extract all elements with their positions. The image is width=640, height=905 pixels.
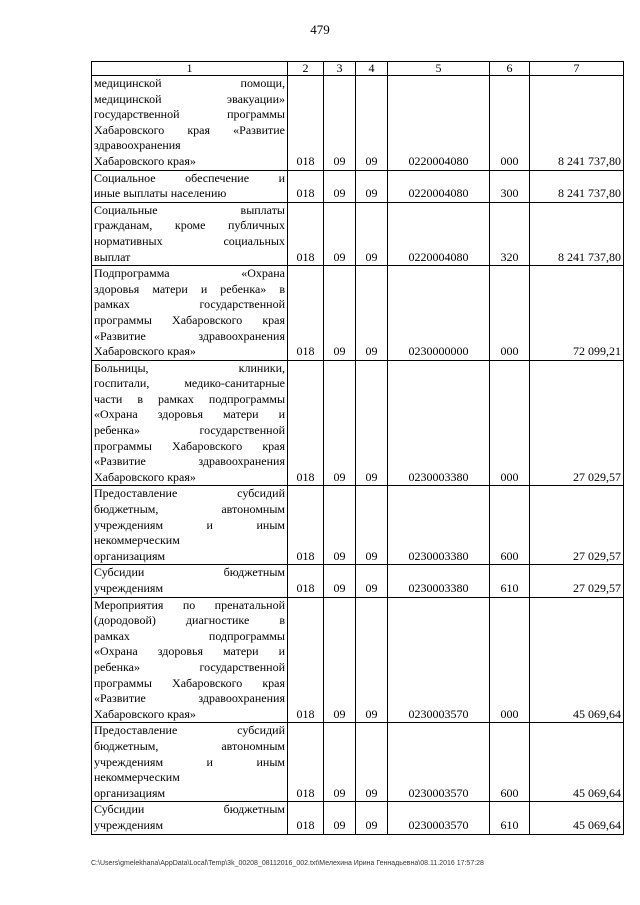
amount-cell: 27 029,57 [530,565,624,597]
section-cell: 09 [324,76,356,171]
row-name-line: учреждениям [94,581,164,595]
expense-type-cell: 600 [490,486,530,565]
target-article-cell: 0220004080 [388,170,490,202]
subsection-cell: 09 [356,486,388,565]
row-name-line: «Развитие здравоохранения [94,691,285,706]
amount-cell: 45 069,64 [530,723,624,802]
row-name-line: Субсидии бюджетным [94,802,285,817]
code-gr-cell: 018 [288,565,324,597]
expense-type-cell: 320 [490,202,530,265]
subsection-cell: 09 [356,723,388,802]
code-gr-cell: 018 [288,802,324,834]
amount-cell: 45 069,64 [530,802,624,834]
target-article-cell: 0230000000 [388,266,490,361]
page-number: 479 [310,22,330,37]
subsection-cell: 09 [356,802,388,834]
section-cell: 09 [324,202,356,265]
table-row [92,266,624,361]
row-name-line: нормативных социальных [94,233,285,248]
row-name-line: части в рамках подпрограммы [94,391,285,406]
expense-type-cell: 610 [490,565,530,597]
header-col-3: 3 [324,62,356,76]
header-col-5: 5 [388,62,490,76]
row-name-cell [92,360,288,486]
expense-type-cell: 000 [490,360,530,486]
row-name-line: Хабаровского края «Развитие [94,122,285,137]
code-gr-cell: 018 [288,360,324,486]
row-name-line: программы Хабаровского края [94,312,285,327]
row-name-cell [92,76,288,171]
target-article-cell: 0230003380 [388,486,490,565]
amount-cell: 45 069,64 [530,597,624,723]
code-gr-cell: 018 [288,597,324,723]
row-name-line: государственной программы [94,107,285,122]
footer-file-path: C:\Users\gmelekhana\AppData\Local\Temp\3k_00208_08112016_002.txt\Мелехина Ирина Геннадьевна\08.11.2016 17:57:28 [91,860,484,867]
section-cell: 09 [324,170,356,202]
header-col-2: 2 [288,62,324,76]
code-gr-cell: 018 [288,486,324,565]
row-name-line: учреждениям и иным [94,517,285,532]
row-name-line: (дородовой) диагностике в [94,613,285,628]
row-name-line: Хабаровского края» [94,344,196,359]
row-name-cell [92,597,288,723]
row-name-line: Хабаровского края» [94,706,196,721]
table-row [92,202,624,265]
header-col-6: 6 [490,62,530,76]
subsection-cell: 09 [356,76,388,171]
row-name-line: учреждениям и иным [94,754,285,769]
row-name-line: Предоставление субсидий [94,723,285,738]
subsection-cell: 09 [356,597,388,723]
subsection-cell: 09 [356,170,388,202]
table-row [92,360,624,486]
amount-cell: 8 241 737,80 [530,76,624,171]
row-name-line: Хабаровского края» [94,153,196,168]
row-name-cell [92,486,288,565]
amount-cell: 72 099,21 [530,266,624,361]
budget-table [91,61,624,835]
table-row [92,723,624,802]
table-row [92,565,624,597]
row-name-cell [92,565,288,597]
code-gr-cell: 018 [288,170,324,202]
row-name-line: «Охрана здоровья матери и [94,644,285,659]
row-name-line: некоммерческим [94,770,180,785]
table-row [92,170,624,202]
header-row [92,62,624,76]
row-name-line: организациям [94,548,166,563]
target-article-cell: 0230003380 [388,565,490,597]
row-name-line: Предоставление субсидий [94,486,285,501]
row-name-line: рамках государственной [94,297,285,312]
header-col-7: 7 [530,62,624,76]
row-name-line: учреждениям [94,817,164,832]
expense-type-cell: 000 [490,266,530,361]
row-name-line: некоммерческим [94,533,180,548]
section-cell: 09 [324,266,356,361]
header-col-1: 1 [92,62,288,76]
target-article-cell: 0230003570 [388,723,490,802]
target-article-cell: 0230003570 [388,597,490,723]
row-name-line: Социальные выплаты [94,202,285,217]
target-article-cell: 0220004080 [388,202,490,265]
expense-type-cell: 000 [490,76,530,171]
row-name-cell [92,170,288,202]
row-name-line: «Развитие здравоохранения [94,454,285,469]
target-article-cell: 0220004080 [388,76,490,171]
row-name-line: программы Хабаровского края [94,438,285,453]
section-cell: 09 [324,486,356,565]
row-name-line: здравоохранения [94,138,181,153]
subsection-cell: 09 [356,360,388,486]
row-name-line: иные выплаты населению [94,186,227,201]
subsection-cell: 09 [356,565,388,597]
amount-cell: 8 241 737,80 [530,170,624,202]
row-name-line: Субсидии бюджетным [94,565,285,580]
subsection-cell: 09 [356,266,388,361]
amount-cell: 8 241 737,80 [530,202,624,265]
expense-type-cell: 600 [490,723,530,802]
section-cell: 09 [324,802,356,834]
expense-type-cell: 300 [490,170,530,202]
table-row [92,597,624,723]
row-name-cell [92,202,288,265]
section-cell: 09 [324,360,356,486]
code-gr-cell: 018 [288,266,324,361]
row-name-cell [92,266,288,361]
table-row [92,486,624,565]
row-name-line: бюджетным, автономным [94,738,285,753]
row-name-cell [92,723,288,802]
target-article-cell: 0230003570 [388,802,490,834]
amount-cell: 27 029,57 [530,486,624,565]
row-name-line: Хабаровского края» [94,469,196,484]
table-row [92,802,624,834]
row-name-line: рамках подпрограммы [94,628,285,643]
section-cell: 09 [324,723,356,802]
row-name-line: бюджетным, автономным [94,502,285,517]
expense-type-cell: 610 [490,802,530,834]
code-gr-cell: 018 [288,723,324,802]
section-cell: 09 [324,597,356,723]
row-name-line: «Охрана здоровья матери и [94,407,285,422]
row-name-line: Подпрограмма «Охрана [94,266,285,281]
row-name-line: организациям [94,785,166,800]
amount-cell: 27 029,57 [530,360,624,486]
row-name-line: выплат [94,249,131,264]
row-name-line: здоровья матери и ребенка» в [94,281,285,296]
row-name-line: медицинской помощи, [94,76,285,90]
header-col-4: 4 [356,62,388,76]
row-name-line: ребенка» государственной [94,659,285,674]
row-name-line: госпитали, медико-санитарные [94,376,285,391]
code-gr-cell: 018 [288,76,324,171]
row-name-cell [92,802,288,834]
row-name-line: гражданам, кроме публичных [94,218,285,233]
row-name-line: медицинской эвакуации» [94,91,285,106]
target-article-cell: 0230003380 [388,360,490,486]
row-name-line: ребенка» государственной [94,423,285,438]
row-name-line: Больницы, клиники, [94,360,285,375]
row-name-line: программы Хабаровского края [94,675,285,690]
row-name-line: Социальное обеспечение и [94,170,285,185]
row-name-line: Мероприятия по пренатальной [94,597,285,612]
row-name-line: «Развитие здравоохранения [94,328,285,343]
expense-type-cell: 000 [490,597,530,723]
subsection-cell: 09 [356,202,388,265]
section-cell: 09 [324,565,356,597]
table-row [92,76,624,171]
code-gr-cell: 018 [288,202,324,265]
